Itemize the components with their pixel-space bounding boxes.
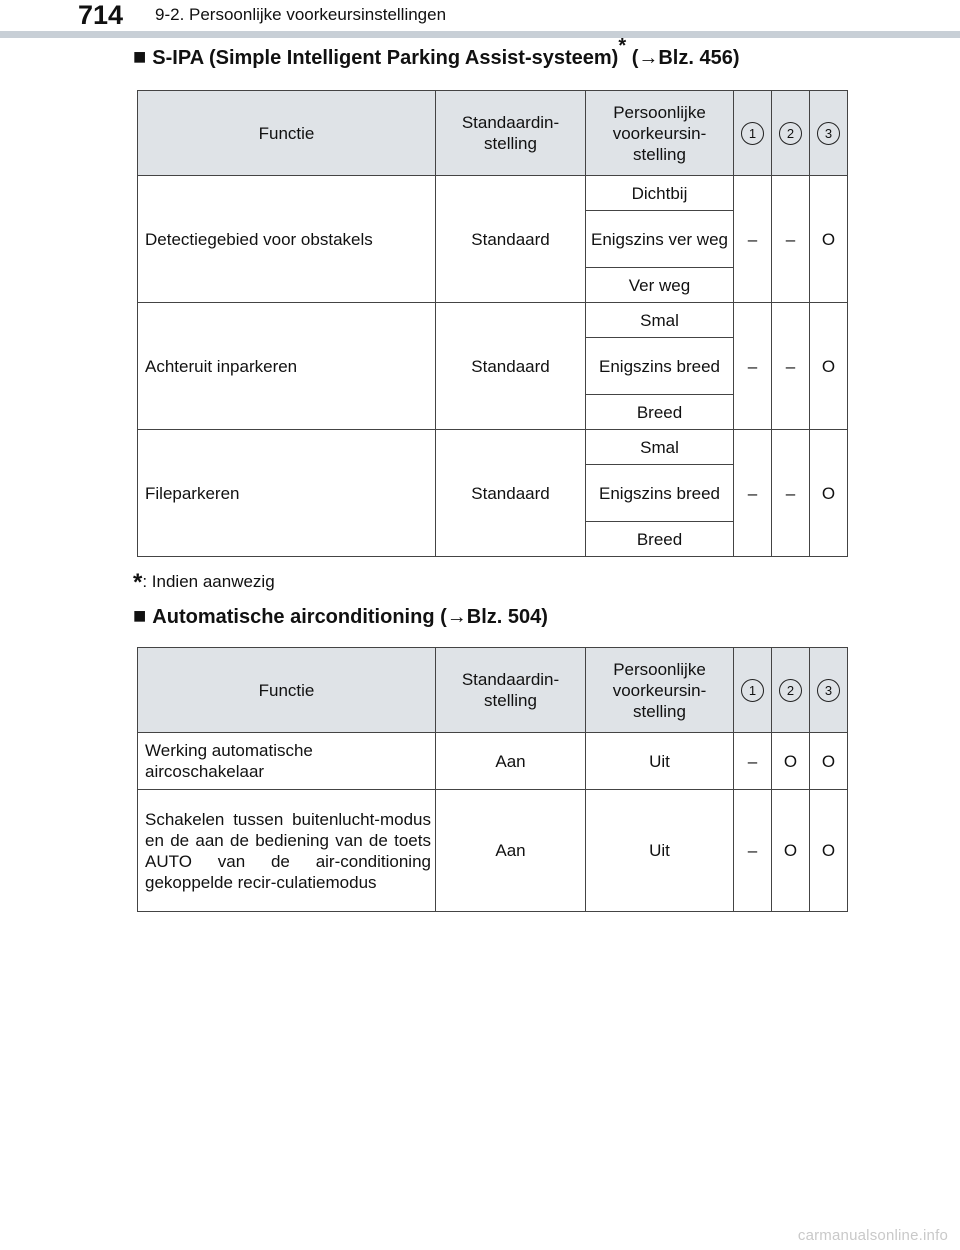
table-row xyxy=(138,303,848,338)
mark-cell: – xyxy=(734,790,772,912)
option-cell: Enigszins ver weg xyxy=(586,211,734,268)
table-row xyxy=(138,430,848,465)
sipa-settings-table xyxy=(137,90,848,557)
column-header-1 xyxy=(734,648,772,733)
footnote-marker: * xyxy=(133,569,143,596)
option-cell: Smal xyxy=(586,430,734,465)
option-cell: Dichtbij xyxy=(586,176,734,211)
function-cell: Schakelen tussen buitenlucht-modus en de aan de bediening van de toets AUTO van de air-conditioning gekoppelde recir-culatiemodus xyxy=(138,790,436,912)
chapter-title: 9-2. Persoonlijke voorkeursinstellingen xyxy=(155,5,447,24)
column-header-1 xyxy=(734,91,772,176)
default-cell: Aan xyxy=(436,790,586,912)
circled-number-icon: 1 xyxy=(741,679,764,702)
column-header-2 xyxy=(772,648,810,733)
section-title: S-IPA (Simple Intelligent Parking Assist-systeem) xyxy=(152,47,619,69)
page-reference: (→Blz. 456) xyxy=(626,47,740,69)
circled-number-icon: 1 xyxy=(741,122,764,145)
table-header-row xyxy=(138,91,848,176)
watermark: carmanualsonline.info xyxy=(797,1227,948,1244)
table-row xyxy=(138,176,848,211)
circled-number-icon: 3 xyxy=(817,679,840,702)
column-header-function: Functie xyxy=(138,91,436,176)
option-cell: Uit xyxy=(586,790,734,912)
square-bullet-icon: ■ xyxy=(133,603,147,628)
option-cell: Uit xyxy=(586,733,734,790)
mark-cell: – xyxy=(734,303,772,430)
table-row xyxy=(138,733,848,790)
footnote xyxy=(133,566,275,594)
mark-cell: O xyxy=(810,303,848,430)
table-header-row xyxy=(138,648,848,733)
section-heading-sipa xyxy=(133,35,740,70)
page-header xyxy=(0,0,960,38)
column-header-custom: Persoonlijke voorkeursin-stelling xyxy=(586,91,734,176)
mark-cell: O xyxy=(810,176,848,303)
circled-number-icon: 2 xyxy=(779,122,802,145)
section-heading-airco xyxy=(133,603,548,629)
default-cell: Standaard xyxy=(436,430,586,557)
option-cell: Enigszins breed xyxy=(586,338,734,395)
mark-cell: O xyxy=(772,733,810,790)
option-cell: Enigszins breed xyxy=(586,465,734,522)
mark-cell: – xyxy=(772,303,810,430)
option-cell: Breed xyxy=(586,522,734,557)
footnote-text: : Indien aanwezig xyxy=(142,572,275,591)
mark-cell: – xyxy=(772,430,810,557)
column-header-3 xyxy=(810,91,848,176)
default-cell: Standaard xyxy=(436,303,586,430)
mark-cell: – xyxy=(734,430,772,557)
option-cell: Ver weg xyxy=(586,268,734,303)
column-header-default: Standaardin-stelling xyxy=(436,648,586,733)
footnote-marker: * xyxy=(618,35,627,58)
circled-number-icon: 2 xyxy=(779,679,802,702)
column-header-custom: Persoonlijke voorkeursin-stelling xyxy=(586,648,734,733)
function-cell: Achteruit inparkeren xyxy=(138,303,436,430)
square-bullet-icon: ■ xyxy=(133,44,147,69)
column-header-function: Functie xyxy=(138,648,436,733)
airco-settings-table xyxy=(137,647,848,912)
default-cell: Aan xyxy=(436,733,586,790)
page-reference: (→Blz. 504) xyxy=(434,606,548,628)
mark-cell: – xyxy=(734,176,772,303)
header-rule xyxy=(0,31,960,38)
column-header-default: Standaardin-stelling xyxy=(436,91,586,176)
table-row xyxy=(138,790,848,912)
function-cell: Fileparkeren xyxy=(138,430,436,557)
default-cell: Standaard xyxy=(436,176,586,303)
column-header-3 xyxy=(810,648,848,733)
mark-cell: O xyxy=(772,790,810,912)
mark-cell: – xyxy=(772,176,810,303)
circled-number-icon: 3 xyxy=(817,122,840,145)
option-cell: Smal xyxy=(586,303,734,338)
mark-cell: O xyxy=(810,430,848,557)
mark-cell: O xyxy=(810,733,848,790)
mark-cell: O xyxy=(810,790,848,912)
page-number: 714 xyxy=(78,0,124,30)
mark-cell: – xyxy=(734,733,772,790)
section-title: Automatische airconditioning xyxy=(152,606,435,628)
function-cell: Detectiegebied voor obstakels xyxy=(138,176,436,303)
option-cell: Breed xyxy=(586,395,734,430)
function-cell: Werking automatische aircoschakelaar xyxy=(138,733,436,790)
column-header-2 xyxy=(772,91,810,176)
